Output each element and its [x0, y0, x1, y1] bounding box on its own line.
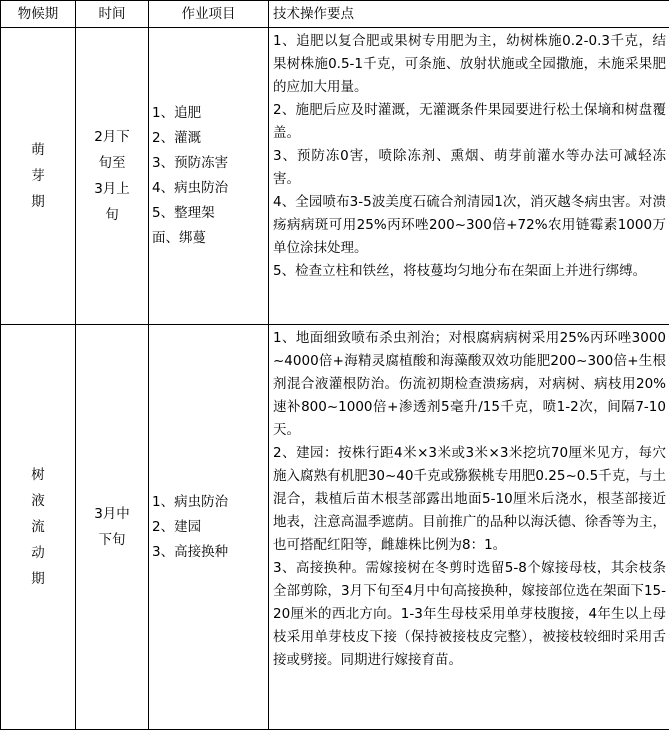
time-cell: [76, 325, 149, 730]
detail-paragraph: 1、追肥以复合肥或果树专用肥为主，幼树株施0.2-0.3千克，结果树株施0.5-1千克，可条施、放射状施或全园撒施，未施采果肥的应加大用量。: [273, 33, 666, 95]
detail-paragraph: 3、高接换种。需嫁接树在冬剪时选留5-8个嫁接母枝，其余枝条全部剪除，3月下旬至4月中旬高接换种，嫁接部位选在架面下15-20厘米的西北方向。1-3年生母枝采用单芽枝腹接，4年生以上母枝采用单芽枝皮下接（保持被接枝皮完整），被接枝较细时采用舌接或劈接。同期进行嫁接育苗。: [273, 560, 666, 668]
task-line: 3、预防冻害: [152, 155, 229, 171]
table-row: [1, 28, 669, 325]
time-line: 2月下: [94, 129, 130, 145]
phase-char: 动: [31, 545, 45, 561]
time-line: 旬至: [98, 155, 126, 171]
header-time: 时间: [76, 1, 149, 28]
task-line: 1、病虫防治: [152, 493, 229, 510]
phase-char: 萌: [31, 142, 45, 158]
detail-paragraph: 2、建园：按株行距4米×3米或3米×3米挖坑70厘米见方，每穴施入腐熟有机肥30~40千克或猕猴桃专用肥0.25~0.5千克，与土混合，栽植后苗木根茎部露出地面5-10厘米后浇水，根茎部接近地表，注意高温季遮荫。目前推广的品种以海沃德、徐香等为主，也可搭配红阳等，雌雄株比例为8：1。: [273, 445, 666, 553]
time-line: 3月上: [94, 181, 130, 197]
detail-cell: [269, 325, 669, 730]
phase-char: 芽: [31, 168, 45, 184]
phase-cell: [1, 28, 76, 325]
detail-paragraph: 3、预防冻0害，喷除冻剂、熏烟、萌芽前灌水等办法可减轻冻害。: [273, 148, 666, 187]
detail-paragraph: 1、地面细致喷布杀虫剂治；对根腐病病树采用25%丙环唑3000~4000倍+海精灵腐植酸和海藻酸双效功能肥200~300倍+生根剂混合液灌根防治。伤流初期检查溃疡病，对病树、病枝用20%速补800~1000倍+渗透剂5毫升/15千克，喷1-2次，间隔7-10天。: [273, 330, 666, 438]
header-phenology: 物候期: [1, 1, 76, 28]
task-line: 3、高接换种: [152, 543, 229, 560]
phase-char: 液: [31, 493, 45, 509]
detail-paragraph: 4、全园喷布3-5波美度石硫合剂清园1次，消灭越冬病虫害。对溃疡病病斑可用25%丙环唑200~300倍+72%农用链霉素1000万单位涂抹处理。: [273, 194, 666, 256]
task-line: 1、追肥: [152, 105, 202, 121]
time-line: 下旬: [98, 532, 126, 548]
phase-char: 树: [31, 467, 45, 483]
phase-char: 期: [31, 194, 45, 210]
detail-paragraph: 2、施肥后应及时灌溉，无灌溉条件果园要进行松土保墒和树盘覆盖。: [273, 102, 666, 141]
task-line: 2、建园: [152, 518, 202, 535]
detail-cell: [269, 28, 669, 325]
time-line: 3月中: [94, 506, 130, 522]
detail-paragraph: 5、检查立柱和铁丝，将枝蔓均匀地分布在架面上并进行绑缚。: [273, 263, 647, 279]
phase-char: 流: [31, 519, 45, 535]
task-line: 面、绑蔓: [152, 230, 206, 246]
header-tasks: 作业项目: [149, 1, 269, 28]
table-header-row: [1, 1, 669, 28]
time-cell: [76, 28, 149, 325]
tasks-cell: [149, 325, 269, 730]
header-technical-points: 技术操作要点: [269, 1, 669, 28]
task-line: 2、灌溉: [152, 130, 202, 146]
task-line: 5、整理架: [152, 205, 215, 221]
phase-cell: [1, 325, 76, 730]
time-line: 旬: [105, 207, 119, 223]
table-row: [1, 325, 669, 730]
tasks-cell: [149, 28, 269, 325]
phase-char: 期: [31, 571, 45, 587]
task-line: 4、病虫防治: [152, 180, 229, 196]
